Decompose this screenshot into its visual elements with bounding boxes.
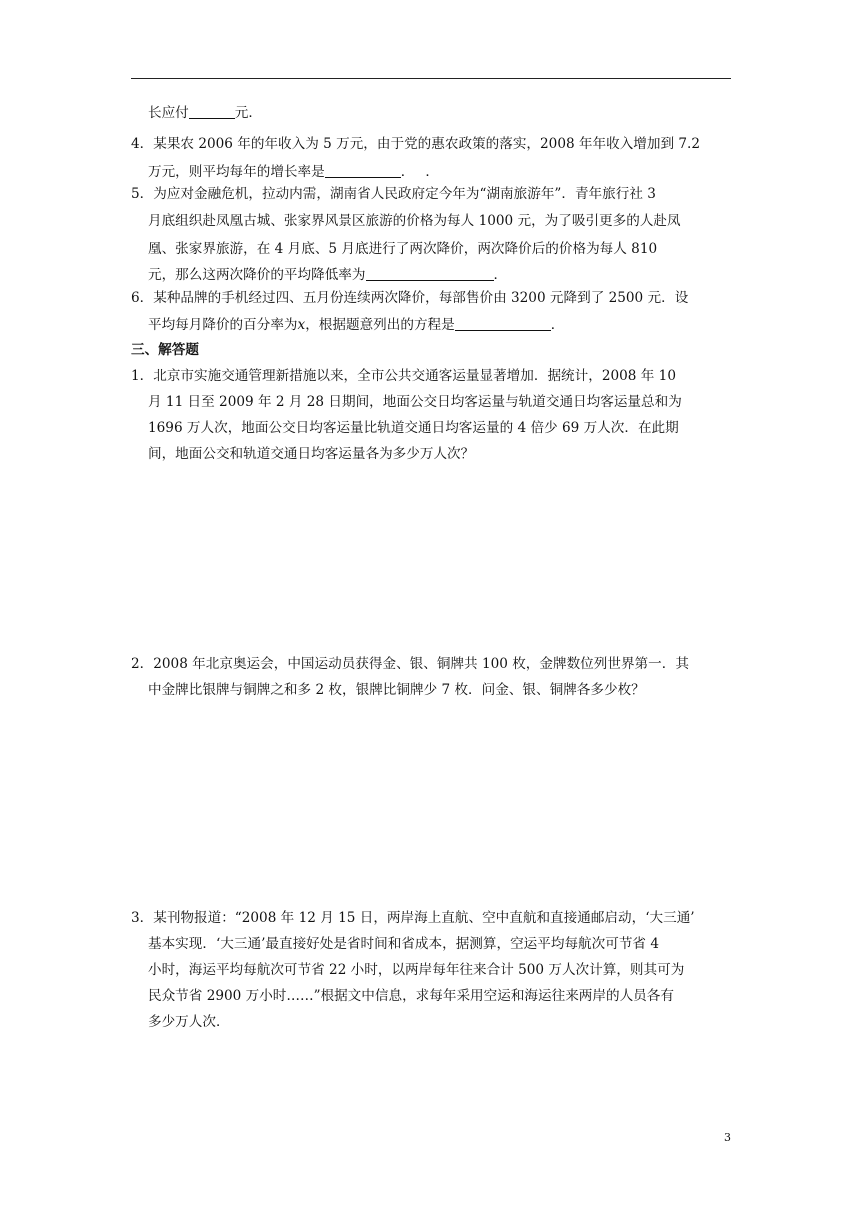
a1-line-1: 1．北京市实施交通管理新措施以来，全市公共交通客运量显著增加．据统计，2008 年 10 xyxy=(131,368,676,384)
q5-line-4 xyxy=(148,266,507,284)
q6-line-2 xyxy=(148,316,564,334)
q3-tail-pre: 长应付 xyxy=(148,105,189,121)
a2-line-2: 中金牌比银牌与铜牌之和多 2 枚，银牌比铜牌少 7 枚．问金、银、铜牌各多少枚？ xyxy=(148,682,645,698)
q6-answer-blank[interactable] xyxy=(455,316,551,331)
a3-line-5: 多少万人次． xyxy=(148,1014,230,1030)
q4-line-1: 4．某果农 2006 年的年收入为 5 万元，由于党的惠农政策的落实，2008 年年收入增加到 7.2 xyxy=(131,136,701,152)
a1-line-2: 月 11 日至 2009 年 2 月 28 日期间，地面公交日均客运量与轨道交通日均客运量总和为 xyxy=(148,394,682,410)
a1-line-3: 1696 万人次，地面公交日均客运量比轨道交通日均客运量的 4 倍少 69 万人次．在此期 xyxy=(148,420,679,436)
q3-tail-post: 元． xyxy=(234,105,262,121)
a2-line-1: 2．2008 年北京奥运会，中国运动员获得金、银、铜牌共 100 枚，金牌数位列世界第一．其 xyxy=(131,656,689,672)
q4-line-2-pre: 万元，则平均每年的增长率是 xyxy=(148,164,325,180)
q6-line-1: 6．某种品牌的手机经过四、五月份连续两次降价，每部售价由 3200 元降到了 2500 元．设 xyxy=(131,290,689,306)
q5-line-4-post: ． xyxy=(493,267,508,283)
q4-answer-blank[interactable] xyxy=(325,163,401,178)
a3-line-1: 3．某刊物报道：“2008 年 12 月 15 日，两岸海上直航、空中直航和直接通邮启动，‘大三通’ xyxy=(131,910,695,926)
a3-line-3: 小时，海运平均每航次可节省 22 小时，以两岸每年往来合计 500 万人次计算，则其可为 xyxy=(148,962,685,978)
a3-line-4: 民众节省 2900 万小时……”根据文中信息，求每年采用空运和海运往来两岸的人员各有 xyxy=(148,988,674,1004)
a3-line-2: 基本实现．‘大三通’最直接好处是省时间和省成本，据测算，空运平均每航次可节省 4 xyxy=(148,936,659,952)
section-title: 三、解答题 xyxy=(131,342,199,358)
a1-line-4: 间，地面公交和轨道交通日均客运量各为多少万人次？ xyxy=(148,446,475,462)
page-number: 3 xyxy=(724,1131,731,1144)
q6-line-2-pre: 平均每月降价的百分率为 xyxy=(148,317,298,333)
q5-line-2: 月底组织赴凤凰古城、张家界风景区旅游的价格为每人 1000 元，为了吸引更多的人赴凤 xyxy=(148,213,681,229)
q6-line-2-mid: ，根据题意列出的方程是 xyxy=(305,317,455,333)
q4-line-2-post: ． ． xyxy=(400,164,440,180)
q5-line-3: 凰、张家界旅游，在 4 月底、5 月底进行了两次降价，两次降价后的价格为每人 810 xyxy=(148,241,658,257)
q5-answer-blank[interactable] xyxy=(366,266,494,281)
header-rule xyxy=(131,78,731,79)
q5-line-4-pre: 元，那么这两次降价的平均降低率为 xyxy=(148,267,366,283)
q6-variable-x: x xyxy=(297,317,306,333)
q5-line-1: 5．为应对金融危机，拉动内需，湖南省人民政府定今年为“湖南旅游年”．青年旅行社 3 xyxy=(131,186,656,202)
q3-answer-blank[interactable] xyxy=(189,104,235,119)
q6-line-2-post: ． xyxy=(550,317,565,333)
q3-tail-line xyxy=(148,104,262,122)
q4-line-2 xyxy=(148,163,439,181)
